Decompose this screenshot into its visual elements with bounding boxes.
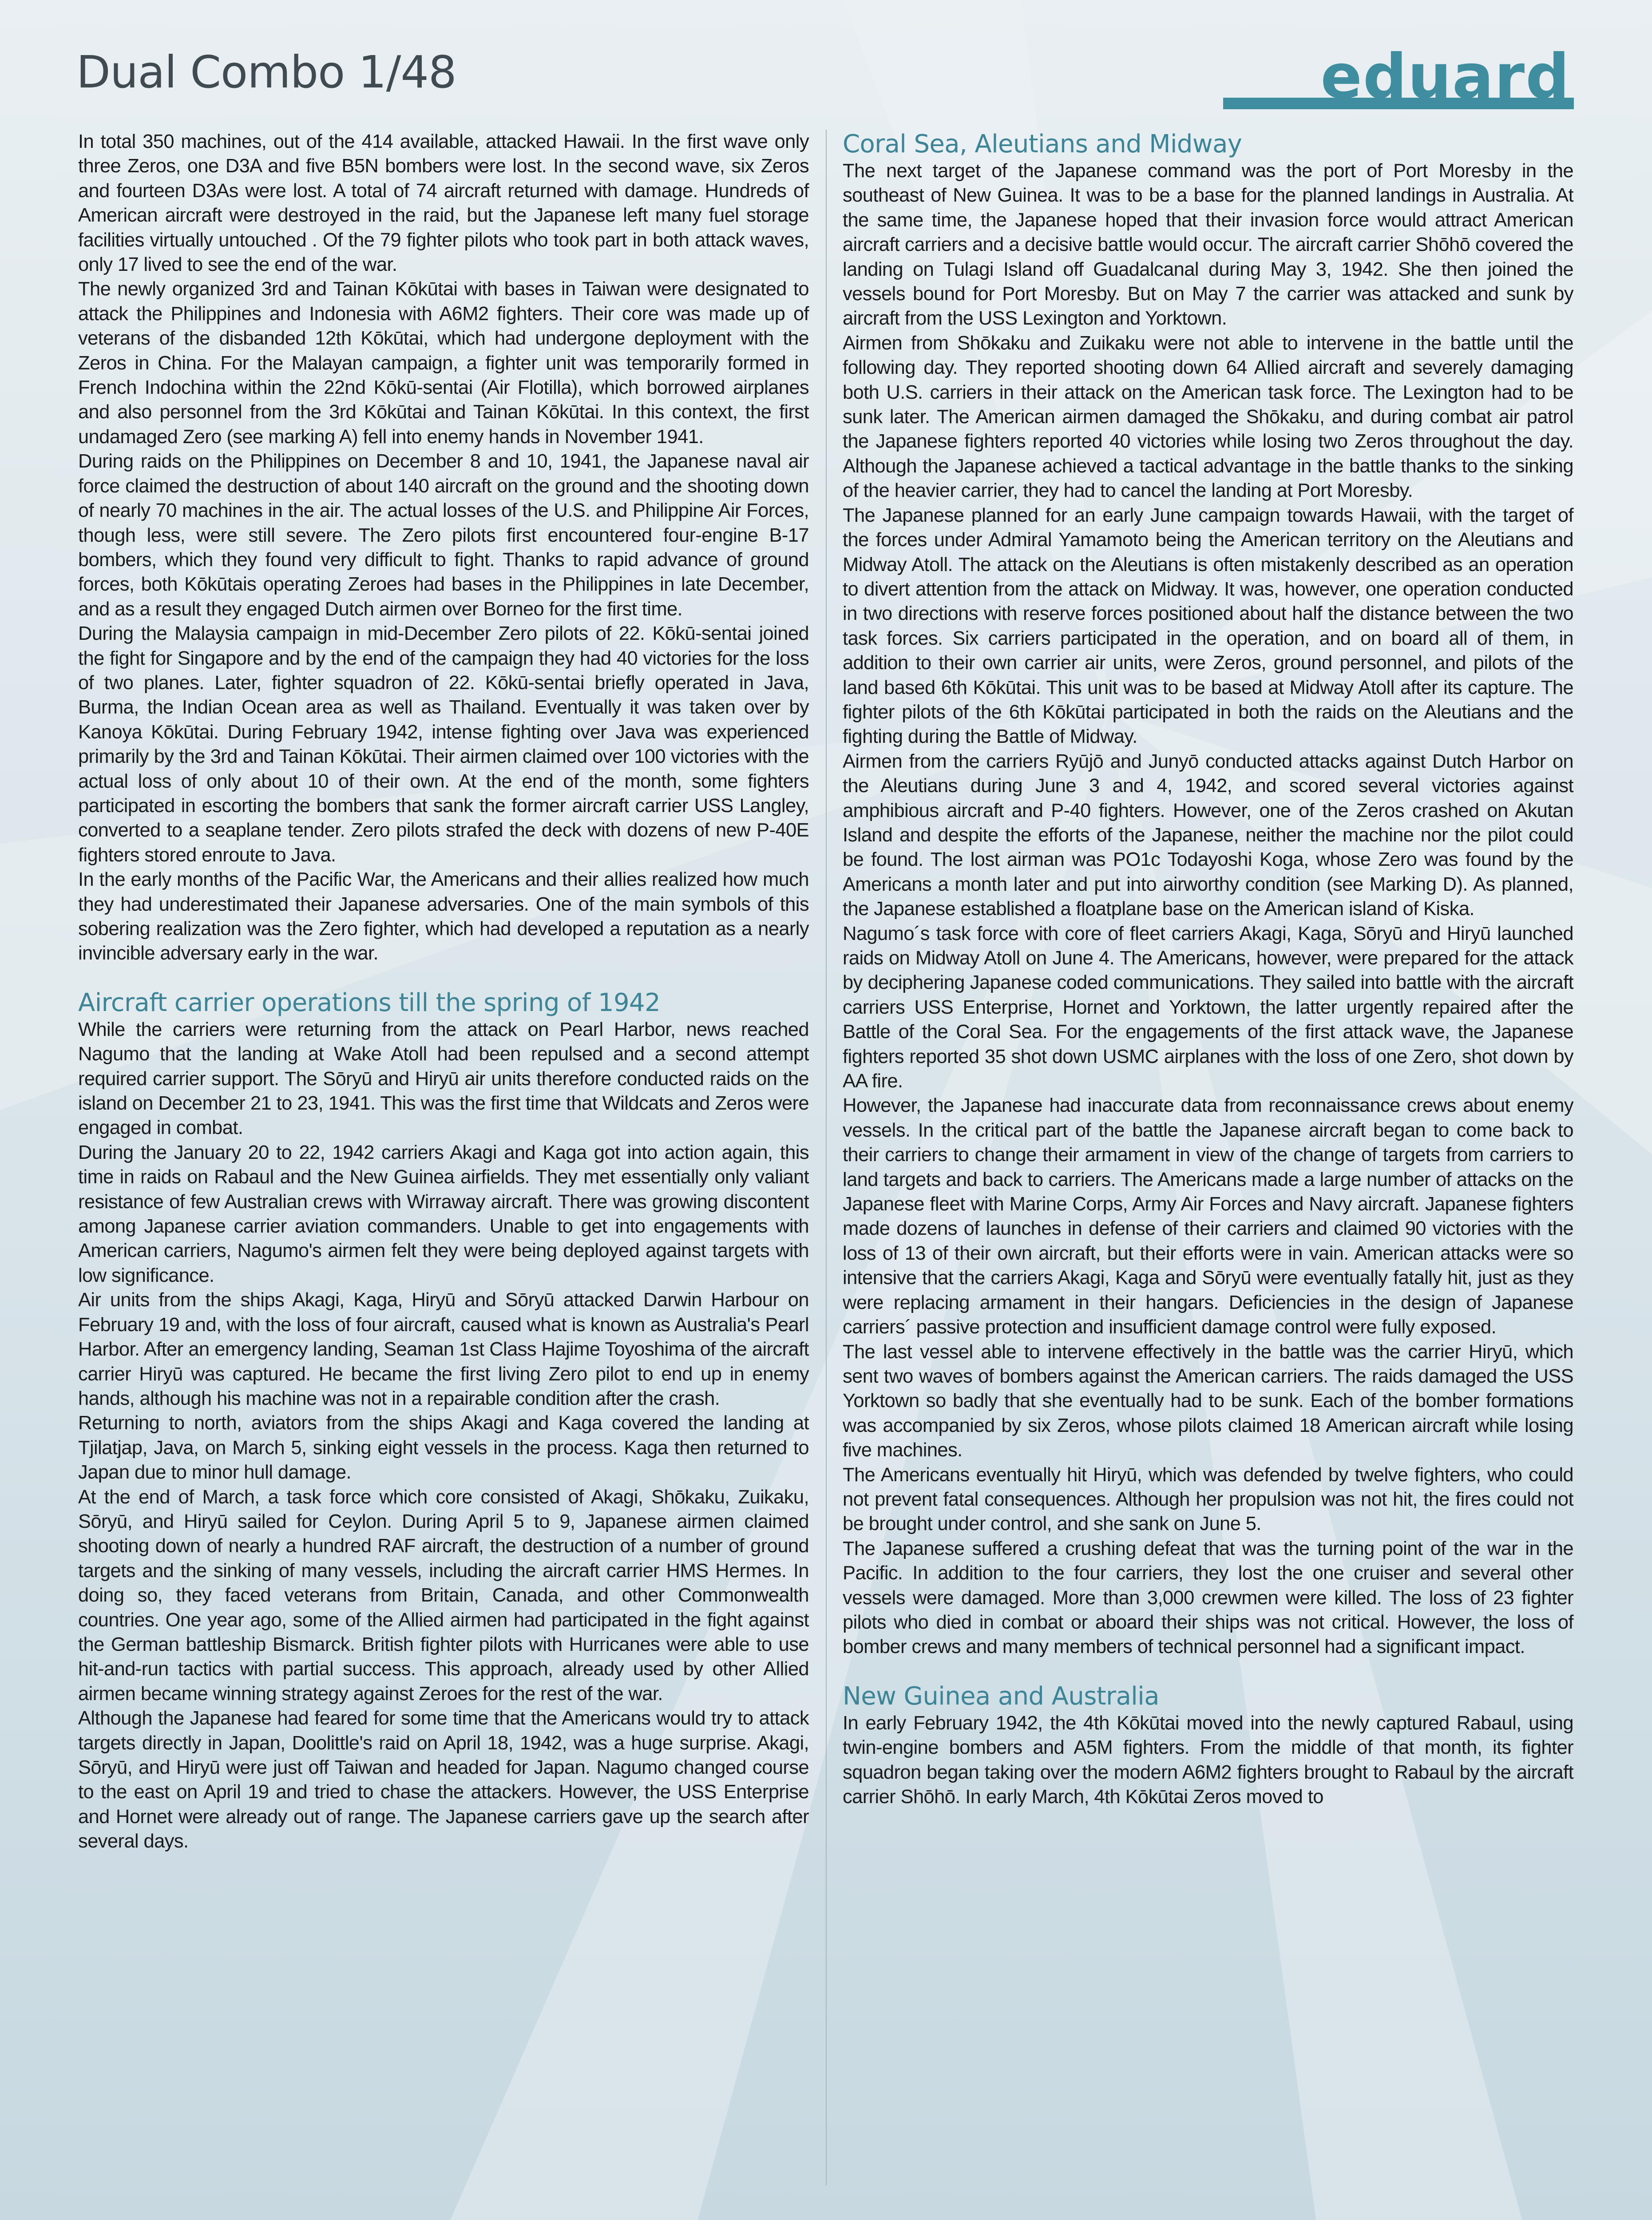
paragraph: The newly organized 3rd and Tainan Kōkūtai with bases in Taiwan were designated to attack the Philippines and Indonesia with A6M2 fighters. Their core was made up of veterans of the disbanded 12th Kōkūtai, which had undergone deployment with the Zeros in China. For the Malayan campaign, a fighter unit was temporarily formed in French Indochina within the 22nd Kōkū-sentai (Air Flotilla), which borrowed airplanes and also personnel from the 3rd Kōkūtai and Tainan Kōkūtai. In this context, the first undamaged Zero (see marking A) fell into enemy hands in November 1941. xyxy=(78,278,809,448)
paragraph: The next target of the Japanese command was the port of Port Moresby in the southeast of New Guinea. It was to be a base for the planned landings in Australia. At the same time, the Japanese hoped that their invasion force would attract American aircraft carriers and a decisive battle would occur. The aircraft carrier Shōhō covered the landing on Tulagi Island off Guadalcanal during May 3, 1942. She then joined the vessels bound for Port Moresby. But on May 7 the carrier was attacked and sunk by aircraft from the USS Lexington and Yorktown. xyxy=(843,160,1573,329)
paragraph: However, the Japanese had inaccurate data from reconnaissance crews about enemy vessels. In the critical part of the battle the Japanese aircraft began to come back to their carriers to change their armament in view of the change of targets from carriers to land targets and back to carriers. The Americans made a large number of attacks on the Japanese fleet with Marine Corps, Army Air Forces and Navy aircraft. Japanese fighters made dozens of launches in defense of their carriers and claimed 90 victories with the loss of 13 of their own aircraft, but their efforts were in vain. American attacks were so intensive that the carriers Akagi, Kaga and Sōryū were eventually fatally hit, just as they were replacing armament in their hangars. Deficiencies in the design of Japanese carriers´ passive protection and insufficient damage control were fully exposed. xyxy=(843,1095,1573,1338)
section-heading: Coral Sea, Aleutians and Midway xyxy=(843,130,1242,159)
section-heading: Aircraft carrier operations till the spring of 1942 xyxy=(78,988,661,1017)
paragraph: At the end of March, a task force which core consisted of Akagi, Shōkaku, Zuikaku, Sōryū, and Hiryū sailed for Ceylon. During April 5 to 9, Japanese airmen claimed shooting down of nearly a hundred RAF aircraft, the destruction of a number of ground targets and the sinking of many vessels, including the aircraft carrier HMS Hermes. In doing so, they faced veterans from Britain, Canada, and other Commonwealth countries. One year ago, some of the Allied airmen had participated in the fight against the German battleship Bismarck. British fighter pilots with Hurricanes were able to use hit-and-run tactics with partial success. This approach, already used by other Allied airmen became winning strategy against Zeroes for the rest of the war. xyxy=(78,1486,809,1705)
paragraph: In the early months of the Pacific War, the Americans and their allies realized how much they had underestimated their Japanese adversaries. One of the main symbols of this sobering realization was the Zero fighter, which had developed a reputation as a nearly invincible adversary early in the war. xyxy=(78,869,809,964)
paragraph: Airmen from Shōkaku and Zuikaku were not able to intervene in the battle until the following day. They reported shooting down 64 Allied aircraft and severely damaging both U.S. carriers in their attack on the American task force. The Lexington had to be sunk later. The American airmen damaged the Shōkaku, and during combat air patrol the Japanese fighters reported 40 victories while losing two Zeros throughout the day. Although the Japanese achieved a tactical advantage in the battle thanks to the sinking of the heavier carrier, they had to cancel the landing at Port Moresby. xyxy=(843,332,1573,502)
paragraph: During the January 20 to 22, 1942 carriers Akagi and Kaga got into action again, this time in raids on Rabaul and the New Guinea airfields. They met essentially only valiant resistance of few Australian crews with Wirraway aircraft. There was growing discontent among Japanese carrier aviation commanders. Unable to get into engagements with American carriers, Nagumo's airmen felt they were being deployed against targets with low significance. xyxy=(78,1142,809,1286)
paragraph: The Americans eventually hit Hiryū, which was defended by twelve fighters, who could not prevent fatal consequences. Although her propulsion was not hit, the fires could not be brought under control, and she sank on June 5. xyxy=(843,1464,1573,1535)
paragraph: During raids on the Philippines on December 8 and 10, 1941, the Japanese naval air force claimed the destruction of about 140 aircraft on the ground and the shooting down of nearly 70 machines in the air. The actual losses of the U.S. and Philippine Air Forces, though less, were still severe. The Zero pilots first encountered four-engine B-17 bombers, which they found very difficult to fight. Thanks to rapid advance of ground forces, both Kōkūtais operating Zeroes had bases in the Philippines in late December, and as a result they engaged Dutch airmen over Borneo for the first time. xyxy=(78,451,809,620)
paragraph: The Japanese planned for an early June campaign towards Hawaii, with the target of the forces under Admiral Yamamoto being the American territory on the Aleutians and Midway Atoll. The attack on the Aleutians is often mistakenly described as an operation to divert attention from the attack on Midway. It was, however, one operation conducted in two directions with reserve forces positioned about half the distance between the two task forces. Six carriers participated in the operation, and on board all of them, in addition to their own carrier air units, were Zeros, ground personnel, and pilots of the land based 6th Kōkūtai. This unit was to be based at Midway Atoll after its capture. The fighter pilots of the 6th Kōkūtai participated in both the raids on the Aleutians and the fighting during the Battle of Midway. xyxy=(843,504,1573,748)
eduard-logo xyxy=(1223,41,1574,115)
paragraph: In early February 1942, the 4th Kōkūtai moved into the newly captured Rabaul, using twin-engine bombers and A5M fighters. From the middle of that month, its fighter squadron began taking over the modern A6M2 fighters brought to Rabaul by the aircraft carrier Shōhō. In early March, 4th Kōkūtai Zeros moved to xyxy=(843,1712,1573,1808)
section-heading: New Guinea and Australia xyxy=(843,1681,1159,1711)
paragraph: The last vessel able to intervene effectively in the battle was the carrier Hiryū, which sent two waves of bombers against the American carriers. The raids damaged the USS Yorktown so badly that she eventually had to be sunk. Each of the bomber formations was accompanied by six Zeros, whose pilots claimed 18 American aircraft while losing five machines. xyxy=(843,1341,1573,1461)
left-column xyxy=(78,130,809,1854)
paragraph: While the carriers were returning from the attack on Pearl Harbor, news reached Nagumo that the landing at Wake Atoll had been repulsed and a second attempt required carrier support. The Sōryū and Hiryū air units therefore conducted raids on the island on December 21 to 23, 1941. This was the first time that Wildcats and Zeros were engaged in combat. xyxy=(78,1019,809,1139)
column-divider xyxy=(826,130,827,2185)
paragraph: In total 350 machines, out of the 414 available, attacked Hawaii. In the first wave only three Zeros, one D3A and five B5N bombers were lost. In the second wave, six Zeros and fourteen D3As were lost. A total of 74 aircraft returned with damage. Hundreds of American aircraft were destroyed in the raid, but the Japanese left many fuel storage facilities virtually untouched . Of the 79 fighter pilots who took part in both attack waves, only 17 lived to see the end of the war. xyxy=(78,131,809,276)
header-title: Dual Combo 1/48 xyxy=(76,46,456,98)
paragraph: Air units from the ships Akagi, Kaga, Hiryū and Sōryū attacked Darwin Harbour on February 19 and, with the loss of four aircraft, caused what is known as Australia's Pearl Harbor. After an emergency landing, Seaman 1st Class Hajime Toyoshima of the aircraft carrier Hiryū was captured. He became the first living Zero pilot to end up in enemy hands, although his machine was not in a repairable condition after the crash. xyxy=(78,1289,809,1409)
logo-text: eduard xyxy=(1320,41,1570,112)
paragraph: Nagumo´s task force with core of fleet carriers Akagi, Kaga, Sōryū and Hiryū launched raids on Midway Atoll on June 4. The Americans, however, were prepared for the attack by deciphering Japanese coded communications. They sailed into battle with the aircraft carriers USS Enterprise, Hornet and Yorktown, the latter urgently repaired after the Battle of the Coral Sea. For the engagements of the first attack wave, the Japanese fighters reported 35 shot down USMC airplanes with the loss of one Zero, shot down by AA fire. xyxy=(843,923,1573,1092)
paragraph: Airmen from the carriers Ryūjō and Junyō conducted attacks against Dutch Harbor on the Aleutians during June 3 and 4, 1942, and scored several victories against amphibious aircraft and P-40 fighters. However, one of the Zeros crashed on Akutan Island and despite the efforts of the Japanese, neither the machine nor the pilot could be found. The lost airman was PO1c Todayoshi Koga, whose Zero was found by the Americans a month later and put into airworthy condition (see Marking D). As planned, the Japanese established a floatplane base on the American island of Kiska. xyxy=(843,750,1573,920)
right-column xyxy=(843,130,1573,1809)
paragraph: Returning to north, aviators from the ships Akagi and Kaga covered the landing at Tjilatjap, Java, on March 5, sinking eight vessels in the process. Kaga then returned to Japan due to minor hull damage. xyxy=(78,1412,809,1483)
paragraph: Although the Japanese had feared for some time that the Americans would try to attack targets directly in Japan, Doolittle's raid on April 18, 1942, was a huge surprise. Akagi, Sōryū, and Hiryū were just off Taiwan and headed for Japan. Nagumo changed course to the east on April 19 and tried to chase the attackers. However, the USS Enterprise and Hornet were already out of range. The Japanese carriers gave up the search after several days. xyxy=(78,1708,809,1852)
paragraph: During the Malaysia campaign in mid-December Zero pilots of 22. Kōkū-sentai joined the fight for Singapore and by the end of the campaign they had 40 victories for the loss of two planes. Later, fighter squadron of 22. Kōkū-sentai briefly operated in Java, Burma, the Indian Ocean area as well as Thailand. Eventually it was taken over by Kanoya Kōkūtai. During February 1942, intense fighting over Java was experienced primarily by the 3rd and Tainan Kōkūtai. Their airmen claimed over 100 victories with the actual loss of only about 10 of their own. At the end of the month, some fighters participated in escorting the bombers that sank the former aircraft carrier USS Langley, converted to a seaplane tender. Zero pilots strafed the deck with dozens of new P-40E fighters stored enroute to Java. xyxy=(78,623,809,866)
paragraph: The Japanese suffered a crushing defeat that was the turning point of the war in the Pacific. In addition to the four carriers, they lost the one cruiser and several other vessels were damaged. More than 3,000 crewmen were killed. The loss of 23 fighter pilots who died in combat or aboard their ships was not critical. However, the loss of bomber crews and many members of technical personnel had a significant impact. xyxy=(843,1538,1573,1658)
